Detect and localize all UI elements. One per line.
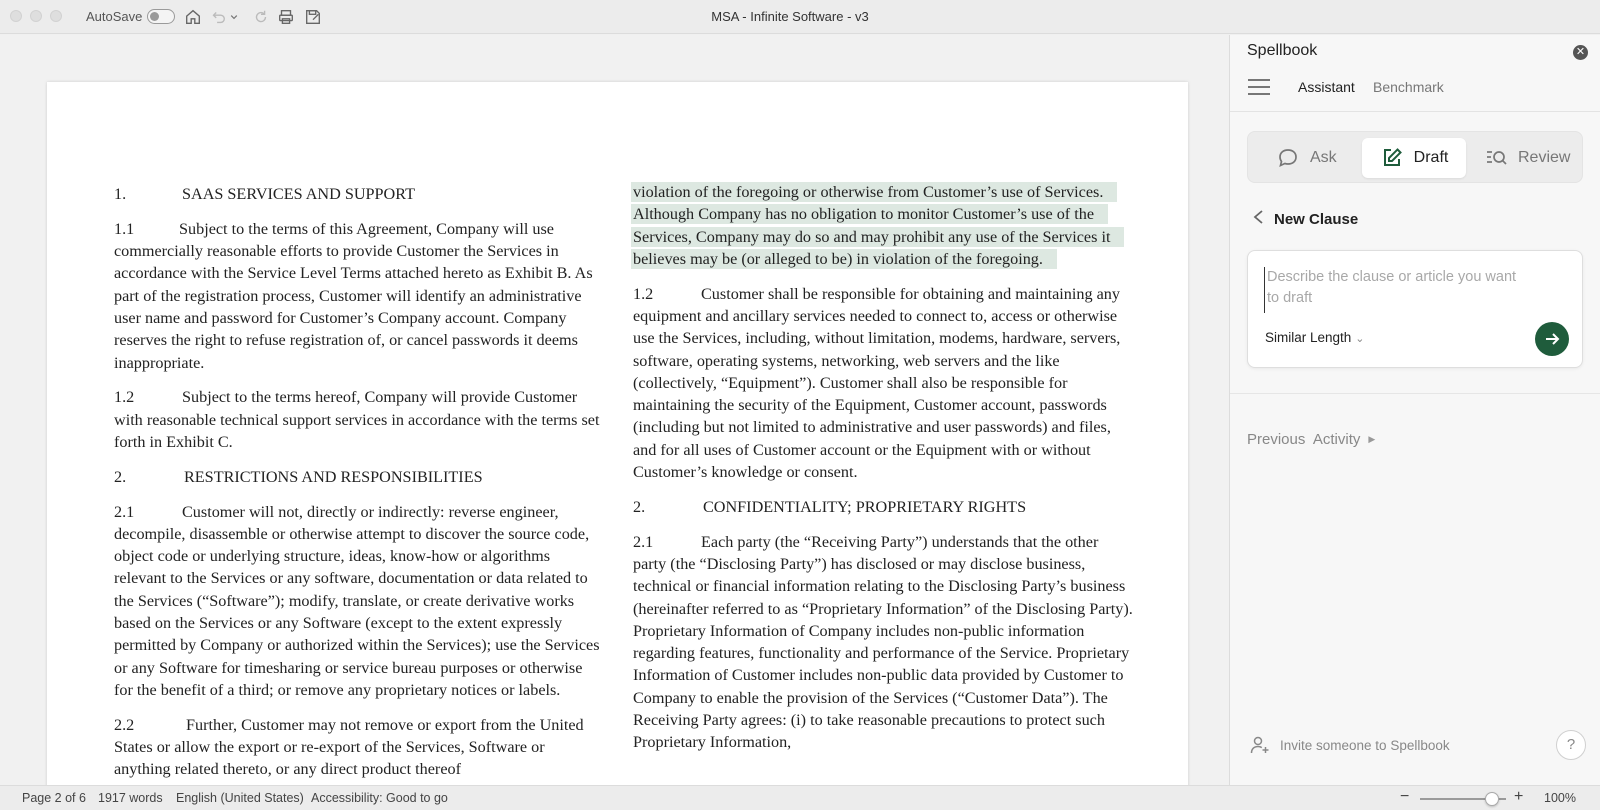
paragraph-text: Customer shall be responsible for obtaining and maintaining any equipment and ancillary services needed to connect to, access or otherwise use the Services, including, without limitation, modems, hardware, servers, software, operating systems, networking, web servers and the like (collectively, “Equipment”). Customer shall also be responsible for maintaining the security of the Equipment, Customer account, passwords (including but not limited to administrative and user passwords) and files, and for all uses of Customer account or the Equipment with or without Customer’s knowledge or consent. — [633, 284, 1121, 482]
back-row[interactable] — [1252, 209, 1358, 230]
language-indicator[interactable]: English (United States) — [176, 791, 304, 805]
autosave-label: AutoSave — [86, 9, 143, 24]
add-user-icon — [1250, 735, 1270, 755]
highlighted-paragraph — [633, 181, 1133, 270]
panel-title: Spellbook — [1247, 42, 1318, 59]
word-count[interactable]: 1917 words — [98, 791, 163, 805]
chat-bubble-icon — [1276, 146, 1300, 170]
paragraph-number: 1.1 — [114, 219, 135, 238]
send-button[interactable] — [1535, 322, 1569, 356]
accessibility-status[interactable]: Accessibility: Good to go — [311, 791, 448, 805]
length-select[interactable] — [1265, 330, 1365, 345]
left-column — [114, 183, 604, 785]
section-number: 1. — [114, 185, 127, 203]
mode-draft-label: Draft — [1413, 149, 1449, 166]
paragraph — [114, 501, 604, 702]
title-bar — [0, 0, 1600, 34]
paragraph — [114, 714, 604, 781]
paragraph-text: Further, Customer may not remove or export from the United States or allow the export or re-export of the Services, Software or anything related thereto, or any direct product thereof — [114, 715, 584, 779]
paragraph — [633, 283, 1133, 484]
clause-description-input[interactable] — [1264, 267, 1524, 313]
paragraph-number: 2.2 — [114, 715, 135, 734]
zoom-in-button[interactable]: + — [1514, 788, 1524, 805]
paragraph-text: Subject to the terms of this Agreement, Company will use commercially reasonable efforts to provide Customer the Services in accordance with the Service Level Terms attached hereto as Exhibit B. As part of the registration process, Customer will identify an administrative user name and password for Customer’s Company account. Company reserves the right to refuse registration of, or cancel passwords it deems inappropriate. — [114, 219, 593, 372]
paragraph-number: 2.1 — [633, 532, 654, 551]
mode-selector — [1247, 131, 1583, 183]
previous-activity-toggle[interactable] — [1247, 431, 1375, 448]
section-title: SAAS SERVICES AND SUPPORT — [182, 185, 415, 203]
paragraph — [633, 531, 1133, 754]
paragraph-number: 1.2 — [633, 284, 654, 303]
page-indicator[interactable]: Page 2 of 6 — [22, 791, 86, 805]
section-heading — [114, 466, 604, 488]
divider — [1230, 111, 1600, 112]
back-title: New Clause — [1274, 211, 1359, 228]
close-icon[interactable]: ✕ — [1573, 45, 1588, 60]
window-title: MSA - Infinite Software - v3 — [711, 9, 869, 24]
review-icon — [1484, 146, 1508, 170]
paragraph — [114, 218, 604, 374]
help-button[interactable]: ? — [1556, 730, 1586, 760]
arrow-right-icon — [1542, 329, 1562, 349]
mode-review-label: Review — [1518, 149, 1571, 166]
invite-button[interactable] — [1250, 735, 1450, 755]
invite-label: Invite someone to Spellbook — [1280, 737, 1450, 753]
section-heading — [114, 183, 604, 205]
section-title: CONFIDENTIALITY; PROPRIETARY RIGHTS — [703, 497, 1027, 516]
highlighted-text[interactable]: violation of the foregoing or otherwise from Customer’s use of Services. Although Company has no obligation to monitor Customer’s use of the Services, Company may do so and may prohibit any use of the Services it believes may be (or alleged to be) in violation of the foregoing. — [631, 182, 1124, 269]
section-number: 2. — [114, 467, 127, 486]
tab-assistant[interactable]: Assistant — [1298, 79, 1355, 95]
paragraph-text: Subject to the terms hereof, Company will provide Customer with reasonable technical support services in accordance with the terms set forth in Exhibit C. — [114, 388, 600, 451]
chevron-left-icon[interactable] — [1252, 209, 1274, 230]
section-number: 2. — [633, 497, 646, 516]
previous-activity-label: Previous Activity — [1247, 431, 1361, 448]
paragraph-number: 2.1 — [114, 502, 135, 521]
section-title: RESTRICTIONS AND RESPONSIBILITIES — [184, 467, 483, 486]
status-bar — [0, 785, 1600, 810]
spellbook-panel — [1229, 35, 1600, 785]
zoom-out-button[interactable]: − — [1400, 788, 1410, 805]
mode-ask-label: Ask — [1310, 149, 1337, 166]
paragraph — [114, 386, 604, 453]
menu-icon[interactable] — [1248, 79, 1270, 95]
paragraph-text: Customer will not, directly or indirectly: reverse engineer, decompile, disassemble or otherwise attempt to discover the source code, object code or underlying structure, ideas, know-how or algorithms relevant to the Services or any software, documentation or data related to the Services (“Software”); modify, translate, or create derivative works based on the Services or any Software (except to the extent expressly permitted by Company or authorized within the Services); use the Services or any Software for timesharing or service bureau purposes or otherwise for the benefit of a third; or remove any proprietary notices or labels. — [114, 502, 600, 699]
draft-box — [1247, 250, 1583, 368]
document-area[interactable] — [0, 35, 1229, 785]
tab-benchmark[interactable]: Benchmark — [1373, 79, 1444, 95]
chevron-down-icon: ⌄ — [1355, 333, 1365, 345]
mode-ask-button[interactable] — [1276, 138, 1337, 178]
right-column — [633, 181, 1133, 766]
section-heading — [633, 496, 1133, 518]
length-select-label: Similar Length — [1265, 330, 1352, 345]
mode-draft-button[interactable] — [1362, 138, 1466, 178]
paragraph-text: Each party (the “Receiving Party”) understands that the other party (the “Disclosing Party”) has disclosed or may disclose business, technical or financial information relating to the Disclosing Party’s business (hereinafter referred to as “Proprietary Information” of the Disclosing Party). Proprietary Information of Company includes non-public information regarding features, functionality and performance of the Service. Proprietary Information of Customer includes non-public data provided by Customer to Company to enable the provision of the Services (“Customer Data”). The Receiving Party agrees: (i) to take reasonable precautions to protect such Proprietary Information, — [633, 532, 1133, 752]
caret-right-icon: ▶ — [1368, 434, 1376, 444]
edit-icon — [1380, 146, 1404, 170]
paragraph-number: 1.2 — [114, 388, 135, 407]
mode-review-button[interactable] — [1484, 138, 1570, 178]
zoom-slider-thumb[interactable] — [1485, 792, 1499, 806]
zoom-level[interactable]: 100% — [1544, 791, 1576, 805]
divider — [1230, 393, 1600, 394]
document-page[interactable] — [47, 82, 1188, 785]
